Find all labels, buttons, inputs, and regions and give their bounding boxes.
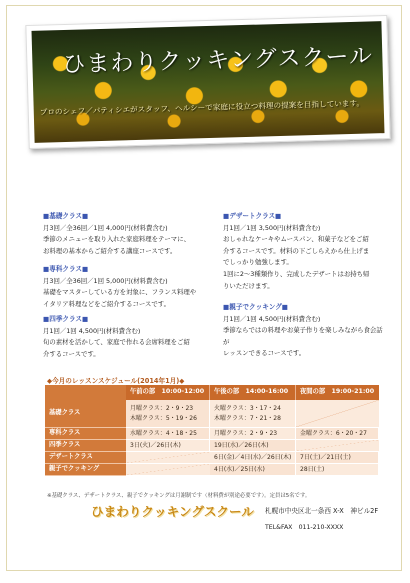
course-desc-line: 季節のメニューを取り入れた家庭料理をテーマに、 — [43, 235, 190, 244]
course-fee: 月1回／1回 4,500円(材料費含む) — [223, 314, 321, 323]
course-seasonal — [43, 314, 211, 360]
course-desc-line: イタリア料理などをご紹介するコースです。 — [43, 299, 170, 308]
cell-line: 木曜クラス：5・19・26 — [130, 414, 197, 422]
course-desc-line: りいただけます。 — [223, 281, 274, 290]
course-desc-line: 基礎をマスターしている方を対象に、フランス料理や — [43, 288, 197, 297]
course-desc-line: お料理の基本からご紹介する講座コースです。 — [43, 246, 177, 255]
course-desc-line: 介するコースです。材料の下ごしらえから仕上げま — [223, 246, 370, 255]
table-row — [45, 428, 379, 440]
course-desc-line: 1回に2～3種類作り、完成したデザートはお持ち帰 — [223, 269, 370, 278]
school-tagline: プロのシェフ／パティシエがスタッフ、ヘルシーで家庭に役立つ料理の提案を目指しています。 — [39, 98, 365, 117]
hero-photo-frame — [25, 15, 390, 149]
cell-line: 月曜クラス：2・9・23 — [130, 404, 194, 412]
table-cell — [126, 400, 210, 428]
table-cell: 19日(水)／26日(木) — [210, 440, 296, 452]
table-row — [45, 440, 379, 452]
course-basic — [43, 211, 211, 257]
course-fee: 月3回／全36回／1回 4,000円(材料費含む) — [43, 223, 168, 232]
footer-tel: TEL&FAX 011-210-XXXX — [265, 524, 344, 531]
table-cell-empty — [296, 400, 379, 428]
flyer-page — [6, 5, 402, 571]
table-row — [45, 464, 379, 476]
table-cell: 4日(水)／25日(水) — [210, 464, 296, 476]
course-applied — [43, 264, 211, 310]
table-cell: 28日(土) — [296, 464, 379, 476]
course-heading: ■四季クラス■ — [43, 315, 89, 323]
course-desc-line: 介するコースです。 — [43, 349, 100, 358]
footer-address: 札幌市中央区北一条西 X-X 神ビル2F — [265, 507, 379, 515]
course-desc-line: おしゃれなケーキやムースパン、和菓子などをご紹 — [223, 235, 369, 244]
footer-school-name: ひまわりクッキングスクール — [91, 504, 254, 519]
table-cell: 水曜クラス：4・18・25 — [126, 428, 210, 440]
table-cell — [210, 400, 296, 428]
school-title: ひまわりクッキングスクール — [62, 43, 374, 79]
course-desc-line: 季節ならではの料理やお菓子作りを楽しみながら食会話が — [223, 326, 383, 346]
row-label: 専科クラス — [45, 428, 126, 440]
course-desc-line: レッスンできるコースです。 — [223, 349, 306, 358]
cell-line: 火曜クラス：3・17・24 — [214, 404, 281, 412]
table-row — [45, 400, 379, 428]
table-cell: 月曜クラス：2・9・23 — [210, 428, 296, 440]
sunflower-photo — [32, 21, 385, 143]
course-fee: 月3回／全36回／1回 5,000円(材料費含む) — [43, 276, 168, 285]
course-fee: 月1回／1回 3,500円(材料費含む) — [223, 223, 321, 232]
column-header-morning: 午前の部 10:00-12:00 — [126, 385, 210, 400]
course-parent-child — [223, 302, 385, 360]
row-label: 四季クラス — [45, 440, 126, 452]
course-desc-line: でしっかり勉強します。 — [223, 258, 293, 267]
schedule-note: ※基礎クラス、デザートクラス、親子でクッキングは月謝制です（材料費が別途必要です）。定員は5名です。 — [47, 493, 311, 499]
course-dessert — [223, 211, 385, 292]
row-label: 基礎クラス — [45, 400, 126, 428]
schedule-header-row — [45, 385, 379, 400]
table-row — [45, 452, 379, 464]
row-label: 親子でクッキング — [45, 464, 126, 476]
course-heading: ■基礎クラス■ — [43, 212, 89, 220]
table-cell: 3日(火)／26日(木) — [126, 440, 210, 452]
cell-line: 木曜クラス：7・21・28 — [214, 414, 281, 422]
course-desc-line: 旬の素材を活かして、家庭で作れる会席料理をご紹 — [43, 338, 190, 347]
schedule-table — [45, 385, 379, 487]
table-cell: 7日(土)／21日(土) — [296, 452, 379, 464]
course-heading: ■デザートクラス■ — [223, 212, 282, 220]
table-cell-empty — [126, 452, 210, 464]
table-cell-empty — [296, 440, 379, 452]
table-cell: 6日(金)／4日(水)／26日(木) — [210, 452, 296, 464]
schedule-title: ◆今月のレッスンスケジュール(2014年1月)◆ — [47, 377, 185, 385]
course-heading: ■親子でクッキング■ — [223, 303, 289, 311]
row-label: デザートクラス — [45, 452, 126, 464]
table-cell: 金曜クラス：6・20・27 — [296, 428, 379, 440]
column-header-afternoon: 午後の部 14:00-16:00 — [210, 385, 296, 400]
course-heading: ■専科クラス■ — [43, 265, 89, 273]
column-header-evening: 夜間の部 19:00-21:00 — [296, 385, 379, 400]
course-fee: 月1回／1回 4,500円(材料費含む) — [43, 326, 141, 335]
table-cell-empty — [126, 464, 210, 476]
schedule-corner-cell — [45, 385, 126, 400]
